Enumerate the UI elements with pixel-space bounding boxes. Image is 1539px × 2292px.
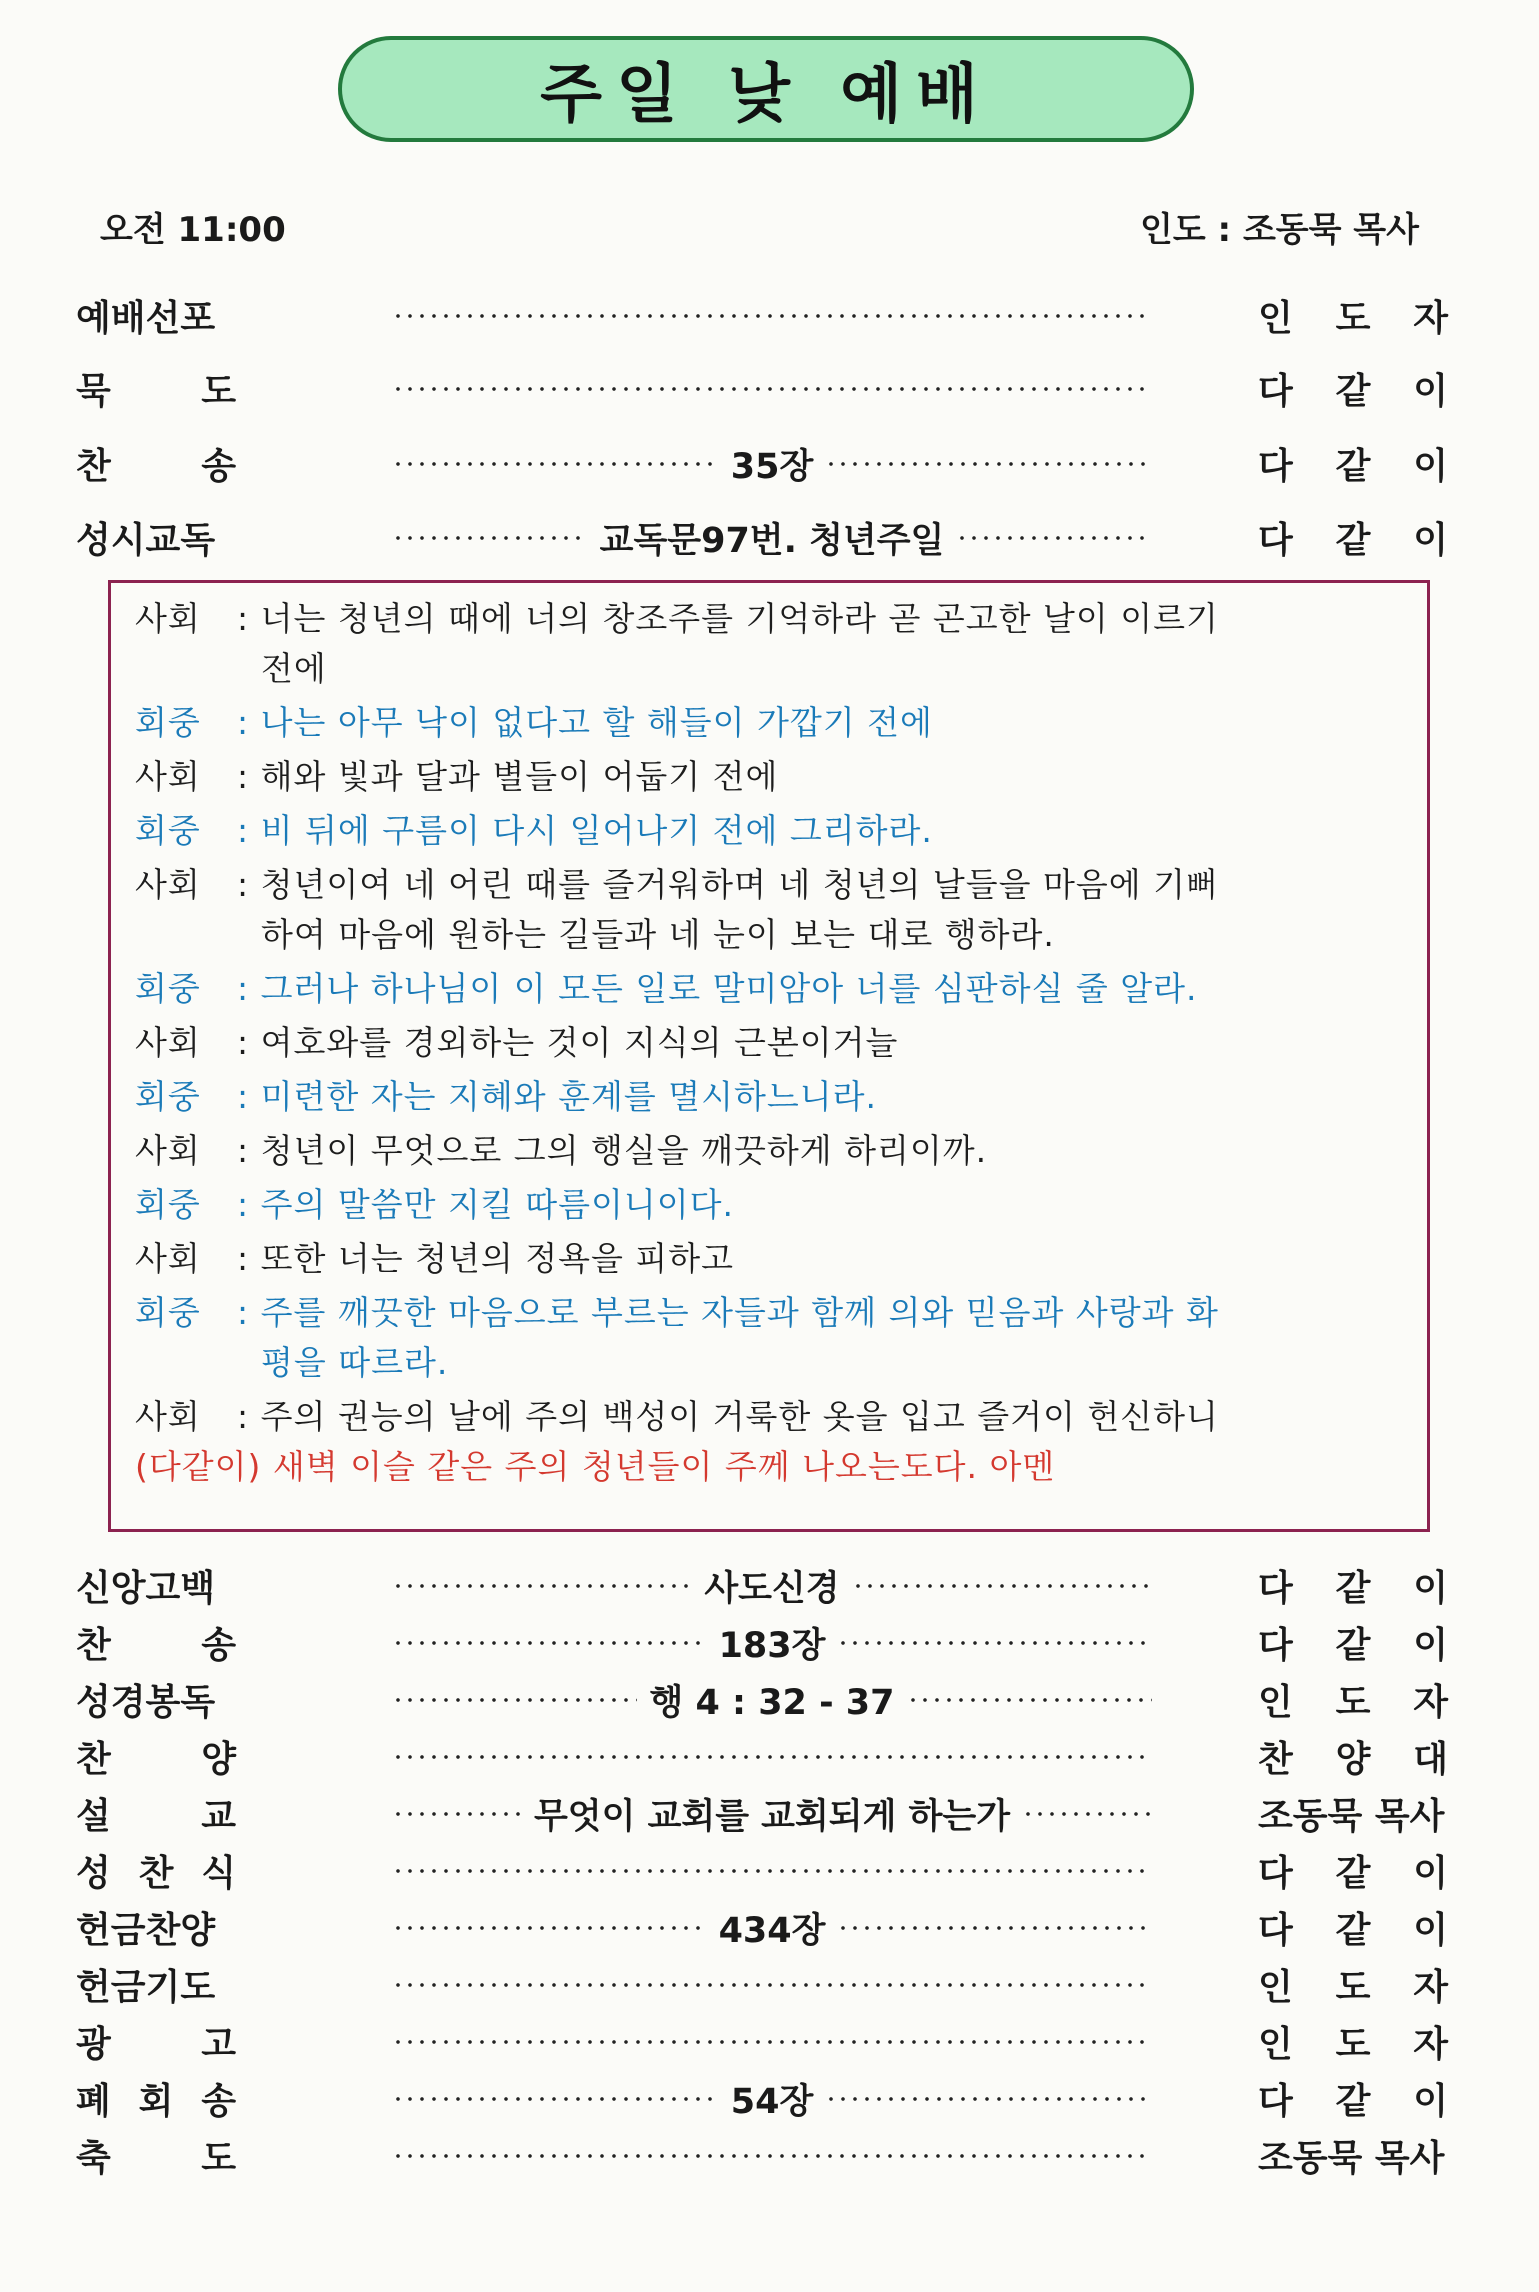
order-bottom-row [0, 2016, 1539, 2068]
speaker-label: 사회 [135, 1023, 201, 1062]
order-label: 성경봉독 [76, 1682, 216, 1723]
order-label: 헌금찬양 [76, 1910, 216, 1951]
dot-leader [392, 1794, 1152, 1837]
order-top-row [0, 438, 1539, 490]
order-performer-box [1258, 290, 1448, 341]
order-bottom-row [0, 1902, 1539, 1954]
order-performer: 찬 양 대 [1258, 1739, 1448, 1780]
order-performer-box [1258, 2016, 1448, 2067]
order-performer: 다 같 이 [1258, 1853, 1448, 1894]
order-label: 광 고 [76, 2024, 236, 2065]
order-label: 신앙고백 [76, 1568, 216, 1609]
leader-line [135, 753, 1411, 801]
reading-text: 나는 아무 낙이 없다고 할 해들이 가깝기 전에 [260, 703, 933, 742]
reading-text: 청년이 무엇으로 그의 행실을 깨끗하게 하리이까. [260, 1131, 988, 1170]
leader-line [135, 1235, 1411, 1283]
dot-leader [392, 1737, 1152, 1777]
order-performer-box [1258, 1674, 1448, 1725]
title-banner [338, 36, 1194, 142]
order-bottom-row [0, 1845, 1539, 1897]
speaker-colon: : [237, 703, 261, 742]
congregation-line [135, 965, 1411, 1013]
speaker-colon: : [237, 1131, 261, 1170]
order-label-box [76, 1959, 236, 2010]
leader-line [135, 1393, 1411, 1441]
order-bottom-row [0, 1560, 1539, 1612]
order-performer-box [1258, 2073, 1448, 2124]
congregation-line [135, 1073, 1411, 1121]
page-title: 주일 낮 예배 [540, 58, 992, 132]
order-label-box [76, 1788, 236, 1839]
order-performer-box [1258, 512, 1448, 563]
congregation-line [135, 807, 1411, 855]
reading-continuation: 평을 따르라. [261, 1343, 449, 1382]
order-detail: 183장 [718, 1626, 826, 1666]
order-label: 축 도 [76, 2138, 236, 2179]
reading-text: 청년이여 네 어린 때를 즐거워하며 네 청년의 날들을 마음에 기뻐 [260, 865, 1219, 904]
speaker-colon: : [237, 1239, 261, 1278]
reading-text: 미련한 자는 지혜와 훈계를 멸시하느니라. [260, 1077, 877, 1116]
dot-leader [392, 1623, 1152, 1666]
order-performer: 다 같 이 [1258, 1910, 1448, 1951]
order-detail: 무엇이 교회를 교회되게 하는가 [533, 1797, 1011, 1837]
order-label-box [76, 1845, 236, 1896]
dot-leader [392, 296, 1152, 336]
order-detail: 434장 [718, 1911, 826, 1951]
order-performer: 조동묵 목사 [1258, 2138, 1445, 2179]
speaker-colon: : [237, 1185, 261, 1224]
speaker-label: 사회 [135, 1239, 201, 1278]
leader-line [135, 1019, 1411, 1067]
order-top-row [0, 363, 1539, 415]
order-label-box [76, 438, 236, 489]
order-performer: 다 같 이 [1258, 371, 1448, 412]
reading-continuation: 하여 마음에 원하는 길들과 네 눈이 보는 대로 행하라. [261, 915, 1055, 954]
order-performer-box [1258, 363, 1448, 414]
order-performer-box [1258, 1959, 1448, 2010]
reading-text: 그러나 하나님이 이 모든 일로 말미암아 너를 심판하실 줄 알라. [260, 969, 1198, 1008]
order-detail: 사도신경 [704, 1569, 840, 1609]
reading-continuation: 전에 [261, 649, 327, 688]
speaker-colon: : [237, 599, 261, 638]
order-label-box [76, 2016, 236, 2067]
speaker-label: 회중 [135, 1293, 201, 1332]
dot-leader [392, 2022, 1152, 2062]
order-label-box [76, 363, 236, 414]
order-label-box [76, 1731, 236, 1782]
order-top-row [0, 512, 1539, 564]
order-performer-box [1258, 1617, 1448, 1668]
order-performer: 인 도 자 [1258, 2024, 1448, 2065]
order-detail: 35장 [730, 447, 814, 487]
service-time: 오전 11:00 [100, 210, 286, 250]
order-bottom-row [0, 1788, 1539, 1840]
order-performer: 다 같 이 [1258, 446, 1448, 487]
speaker-label: 회중 [135, 811, 201, 850]
leader-line [135, 861, 1411, 909]
order-bottom-row [0, 1731, 1539, 1783]
order-label: 성 찬 식 [76, 1853, 236, 1894]
dot-leader [392, 1965, 1152, 2005]
order-bottom-row [0, 1617, 1539, 1669]
order-bottom-row [0, 2130, 1539, 2182]
order-label-box [76, 512, 236, 563]
order-label: 찬 송 [76, 1625, 236, 1666]
speaker-label: 회중 [135, 1185, 201, 1224]
order-bottom-row [0, 1674, 1539, 1726]
order-detail: 행 4 : 32 - 37 [649, 1683, 895, 1723]
speaker-label: 사회 [135, 1397, 201, 1436]
dot-leader [392, 1566, 1152, 1609]
reading-text: 주의 권능의 날에 주의 백성이 거룩한 옷을 입고 즐거이 헌신하니 [260, 1397, 1219, 1436]
order-label: 묵 도 [76, 371, 236, 412]
congregation-line [135, 1181, 1411, 1229]
order-performer: 다 같 이 [1258, 520, 1448, 561]
speaker-colon: : [237, 811, 261, 850]
speaker-colon: : [237, 1397, 261, 1436]
order-bottom-row [0, 2073, 1539, 2125]
speaker-colon: : [237, 1023, 261, 1062]
reading-text: 주를 깨끗한 마음으로 부르는 자들과 함께 의와 믿음과 사랑과 화 [260, 1293, 1219, 1332]
order-label: 예배선포 [76, 298, 216, 339]
order-label-box [76, 1902, 236, 1953]
speaker-label: 사회 [135, 865, 201, 904]
order-performer: 다 같 이 [1258, 1625, 1448, 1666]
reading-text: 너는 청년의 때에 너의 창조주를 기억하라 곧 곤고한 날이 이르기 [260, 599, 1219, 638]
speaker-colon: : [237, 969, 261, 1008]
speaker-label: 사회 [135, 1131, 201, 1170]
dot-leader [392, 369, 1152, 409]
order-performer: 다 같 이 [1258, 1568, 1448, 1609]
order-label-box [76, 1617, 236, 1668]
order-label: 찬 송 [76, 446, 236, 487]
reading-text: 또한 너는 청년의 정욕을 피하고 [260, 1239, 734, 1278]
dot-leader [392, 1908, 1152, 1951]
order-performer: 다 같 이 [1258, 2081, 1448, 2122]
dot-leader [392, 518, 1152, 561]
speaker-colon: : [237, 1077, 261, 1116]
speaker-label: 사회 [135, 757, 201, 796]
reading-text: 여호와를 경외하는 것이 지식의 근본이거늘 [260, 1023, 899, 1062]
order-label-box [76, 290, 236, 341]
order-performer-box [1258, 1902, 1448, 1953]
order-label-box [76, 2130, 236, 2181]
congregation-line [135, 699, 1411, 747]
order-label: 성시교독 [76, 520, 216, 561]
speaker-label: 회중 [135, 1077, 201, 1116]
dot-leader [392, 2079, 1152, 2122]
order-performer-box [1258, 1731, 1448, 1782]
speaker-label: 회중 [135, 703, 201, 742]
order-label: 찬 양 [76, 1739, 236, 1780]
reading-text: 비 뒤에 구름이 다시 일어나기 전에 그리하라. [260, 811, 933, 850]
responsive-reading-box [108, 580, 1430, 1532]
speaker-label: 회중 [135, 969, 201, 1008]
service-leader: 인도 : 조동묵 목사 [1139, 210, 1419, 250]
speaker-colon: : [237, 1293, 261, 1332]
order-performer-box [1258, 1788, 1448, 1839]
all-together-line: (다같이) 새벽 이슬 같은 주의 청년들이 주께 나오는도다. 아멘 [135, 1447, 1056, 1486]
leader-line [135, 1127, 1411, 1175]
reading-text: 해와 빛과 달과 별들이 어둡기 전에 [260, 757, 779, 796]
reading-text: 주의 말씀만 지킬 따름이니이다. [260, 1185, 734, 1224]
speaker-colon: : [237, 757, 261, 796]
order-performer: 인 도 자 [1258, 298, 1448, 339]
congregation-line [135, 1289, 1411, 1337]
speaker-label: 사회 [135, 599, 201, 638]
speaker-colon: : [237, 865, 261, 904]
order-label-box [76, 1560, 236, 1611]
dot-leader [392, 1680, 1152, 1723]
order-label: 설 교 [76, 1796, 236, 1837]
order-performer-box [1258, 2130, 1448, 2181]
order-top-row [0, 290, 1539, 342]
order-label: 헌금기도 [76, 1967, 216, 2008]
order-detail: 교독문97번. 청년주일 [599, 521, 945, 561]
order-performer: 인 도 자 [1258, 1967, 1448, 2008]
order-performer-box [1258, 1845, 1448, 1896]
order-label-box [76, 2073, 236, 2124]
order-label: 폐 회 송 [76, 2081, 236, 2122]
dot-leader [392, 1851, 1152, 1891]
order-performer: 조동묵 목사 [1258, 1796, 1445, 1837]
leader-line [135, 595, 1411, 643]
order-performer-box [1258, 438, 1448, 489]
order-bottom-row [0, 1959, 1539, 2011]
order-detail: 54장 [730, 2082, 814, 2122]
order-performer: 인 도 자 [1258, 1682, 1448, 1723]
dot-leader [392, 2136, 1152, 2176]
dot-leader [392, 444, 1152, 487]
order-label-box [76, 1674, 236, 1725]
order-performer-box [1258, 1560, 1448, 1611]
